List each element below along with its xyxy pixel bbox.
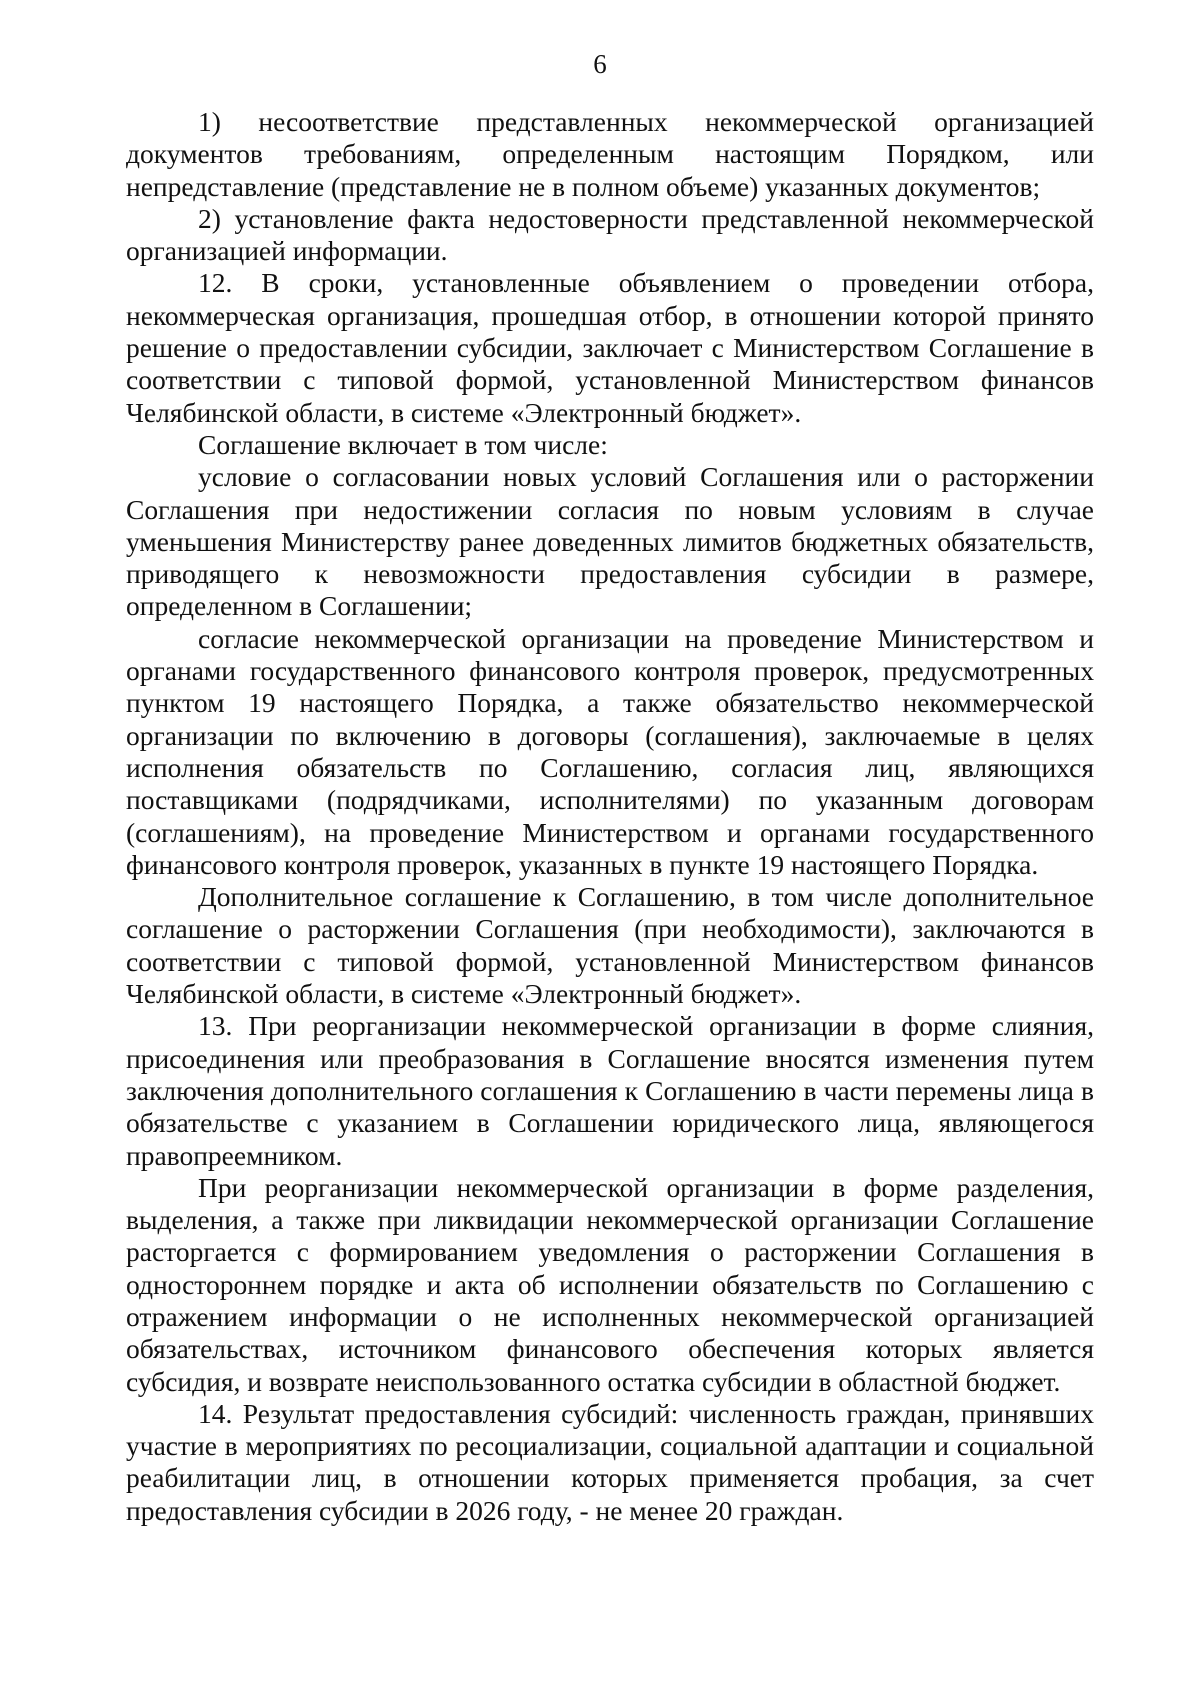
- paragraph-item-2-unreliable-info: 2) установление факта недостоверности представленной некоммерческой организацией информации.: [126, 202, 1094, 267]
- paragraph-agreement-includes: Соглашение включает в том числе:: [198, 428, 608, 460]
- paragraph-item-1-noncompliance: 1) несоответствие представленных некоммерческой организацией документов требованиям, определенным настоящим Порядком, или непредставление (представление не в полном объеме) указанных документов;: [126, 106, 1094, 202]
- paragraph-reorganization-termination: При реорганизации некоммерческой организации в форме разделения, выделения, а также при ликвидации некоммерческой организации Соглашение расторгается с формированием уведомления о расторжении Соглашения в одностороннем порядке и акта об исполнении обязательств по Соглашению с отражением информации о не исполненных некоммерческой организацией обязательствах, источником финансового обеспечения которых является субсидия, и возврате неиспользованного остатка субсидии в областной бюджет.: [126, 1171, 1094, 1397]
- paragraph-clause-12: 12. В сроки, установленные объявлением о проведении отбора, некоммерческая организация, прошедшая отбор, в отношении которой принято решение о предоставлении субсидии, заключает с Министерством Соглашение в соответствии с типовой формой, установленной Министерством финансов Челябинской области, в системе «Электронный бюджет».: [126, 267, 1094, 428]
- page-number: 6: [593, 49, 607, 79]
- paragraph-condition-new-terms: условие о согласовании новых условий Соглашения или о расторжении Соглашения при недостижении согласия по новым условиям в случае уменьшения Министерству ранее доведенных лимитов бюджетных обязательств, приводящего к невозможности предоставления субсидии в размере, определенном в Соглашении;: [126, 461, 1094, 622]
- paragraph-consent-inspections: согласие некоммерческой организации на проведение Министерством и органами государственного финансового контроля проверок, предусмотренных пунктом 19 настоящего Порядка, а также обязательство некоммерческой организации по включению в договоры (соглашения), заключаемые в целях исполнения обязательств по Соглашению, согласия лиц, являющихся поставщиками (подрядчиками, исполнителями) по указанным договорам (соглашениям), на проведение Министерством и органами государственного финансового контроля проверок, указанных в пункте 19 настоящего Порядка.: [126, 622, 1094, 880]
- paragraph-clause-14: 14. Результат предоставления субсидий: численность граждан, принявших участие в мероприятиях по ресоциализации, социальной адаптации и социальной реабилитации лиц, в отношении которых применяется пробация, за счет предоставления субсидии в 2026 году, - не менее 20 граждан.: [126, 1397, 1094, 1526]
- document-body: [126, 106, 1094, 1527]
- paragraph-additional-agreement: Дополнительное соглашение к Соглашению, в том числе дополнительное соглашение о расторжении Соглашения (при необходимости), заключаются в соответствии с типовой формой, установленной Министерством финансов Челябинской области, в системе «Электронный бюджет».: [126, 881, 1094, 1010]
- paragraph-clause-13: 13. При реорганизации некоммерческой организации в форме слияния, присоединения или преобразования в Соглашение вносятся изменения путем заключения дополнительного соглашения к Соглашению в части перемены лица в обязательстве с указанием в Соглашении юридического лица, являющегося правопреемником.: [126, 1010, 1094, 1171]
